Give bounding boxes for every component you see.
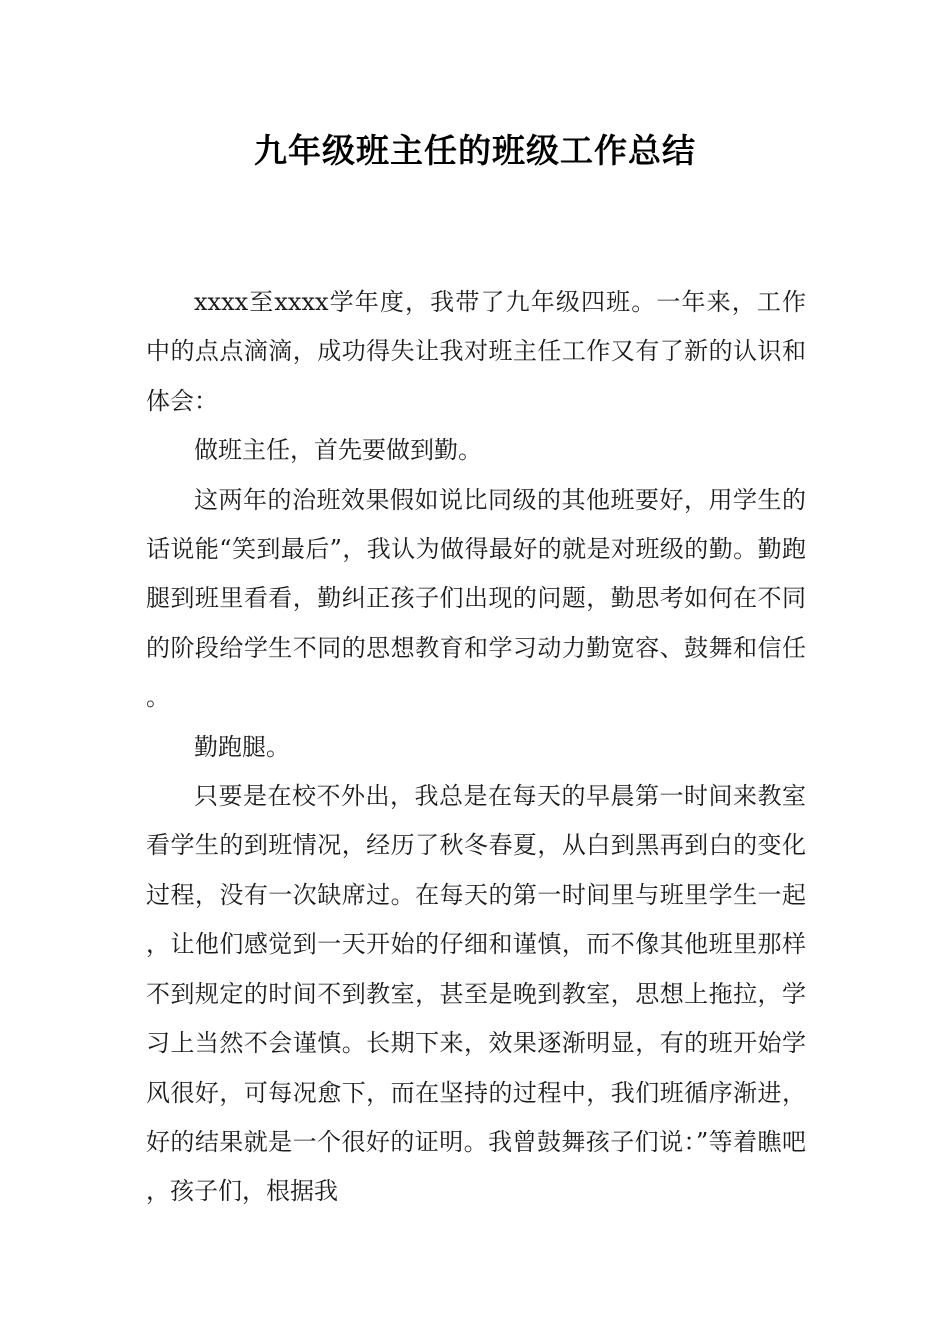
- paragraph-diligence-detail: 这两年的治班效果假如说比同级的其他班要好，用学生的话说能“笑到最后”，我认为做得最好的就是对班级的勤。勤跑腿到班里看看，勤纠正孩子们出现的问题，勤思考如何在不同的阶段给学生不同的思想教育和学习动力勤宽容、鼓舞和信任。: [146, 485, 806, 712]
- paragraph-heading-diligence: 做班主任，首先要做到勤。: [194, 436, 482, 465]
- document-title: 九年级班主任的班级工作总结: [254, 131, 696, 170]
- paragraph-heading-legwork: 勤跑腿。: [194, 732, 290, 761]
- paragraph-legwork-detail: 只要是在校不外出，我总是在每天的早晨第一时间来教室看学生的到班情况，经历了秋冬春夏，从白到黑再到白的变化过程，没有一次缺席过。在每天的第一时间里与班里学生一起，让他们感觉到一天开始的仔细和谨慎，而不像其他班里那样不到规定的时间不到教室，甚至是晚到教室，思想上拖拉，学习上当然不会谨慎。长期下来，效果逐渐明显，有的班开始学风很好，可每况愈下，而在坚持的过程中，我们班循序渐进，好的结果就是一个很好的证明。我曾鼓舞孩子们说：”等着瞧吧，孩子们，根据我: [146, 782, 806, 1206]
- paragraph-intro: xxxx至xxxx学年度，我带了九年级四班。一年来，工作中的点点滴滴，成功得失让我对班主任工作又有了新的认识和体会：: [146, 288, 806, 415]
- document-body: [146, 278, 806, 1217]
